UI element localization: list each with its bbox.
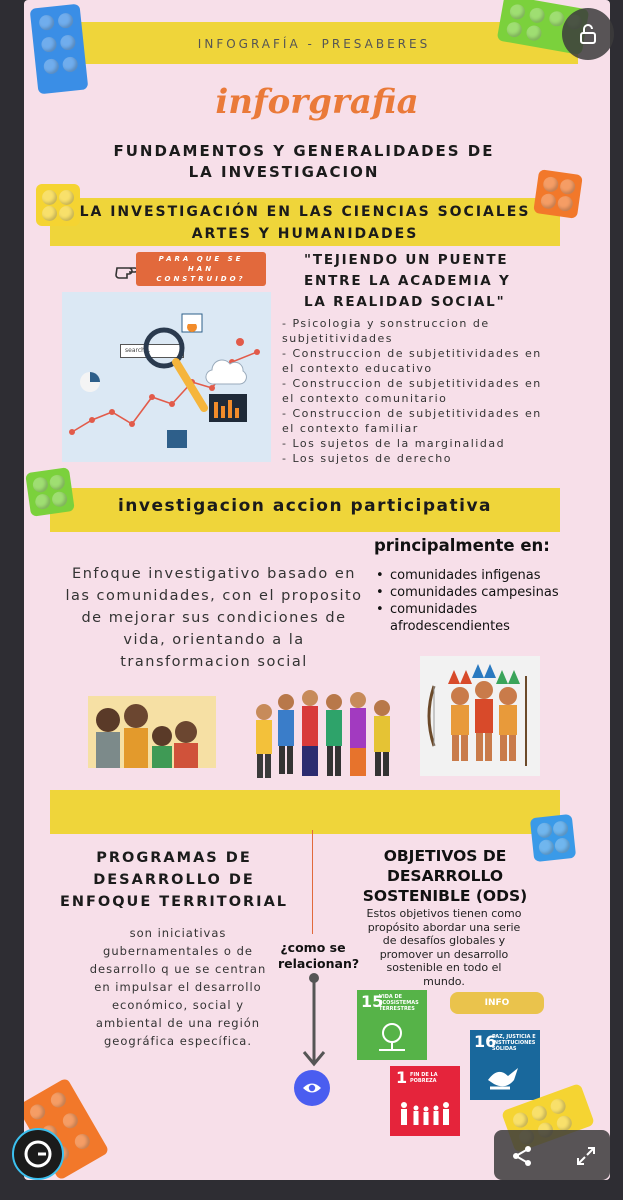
left-description: son iniciativas gubernamentales o de desarrollo q ue se centran en impulsar el desarrollo económico, social y ambiental de una región geográfica específica.: [89, 926, 267, 1048]
sdg16-number: 16: [474, 1032, 497, 1051]
script-title: inforgrafia: [215, 82, 419, 122]
relation-question: [278, 940, 360, 972]
campesinos-image: [244, 672, 404, 782]
dove-icon: [484, 1062, 524, 1098]
sdg15-tile: [357, 990, 427, 1060]
lego-blue-topleft: [30, 4, 89, 95]
main-title-line2: LA INVESTIGACION: [188, 163, 380, 181]
quote: [304, 250, 511, 313]
sdg1-number: 1: [396, 1068, 408, 1087]
genially-logo-icon: [23, 1139, 53, 1169]
left-title: [54, 847, 294, 913]
section1-list: [282, 316, 552, 466]
unlock-button[interactable]: [562, 8, 614, 60]
eye-icon: [302, 1081, 322, 1095]
afro-family-image: [88, 696, 216, 768]
list-item: - Los sujetos de la marginalidad: [282, 437, 506, 450]
lego-yellow-left: [36, 184, 80, 226]
principal-heading: principalmente en:: [374, 536, 550, 555]
header-label: INFOGRAFÍA - PRESABERES: [197, 37, 431, 51]
share-icon: [510, 1144, 534, 1168]
right-title-line2: DESARROLLO: [386, 867, 504, 885]
analytics-illustration: [62, 292, 271, 462]
fullscreen-button[interactable]: [574, 1144, 598, 1172]
search-bar-text: search...: [125, 347, 151, 354]
tree-icon: [375, 1022, 409, 1058]
list-item: - Los sujetos de derecho: [282, 452, 452, 465]
left-title-line3: ENFOQUE TERRITORIAL: [59, 894, 289, 910]
list-item: - Psicologia y sonstruccion de subjetitividades: [282, 317, 490, 345]
genially-logo-button[interactable]: [12, 1128, 64, 1180]
section1-banner-line1: LA INVESTIGACIÓN EN LAS CIENCIAS SOCIALES: [79, 204, 531, 220]
quote-line1: "TEJIENDO UN PUENTE: [304, 252, 509, 268]
section2-banner-text: investigacion accion participativa: [117, 496, 493, 516]
principal-item: • comunidades afrodescendientes: [376, 602, 510, 634]
fullscreen-expand-icon: [574, 1144, 598, 1168]
sdg1-title: FIN DE LA POBREZA: [410, 1072, 438, 1084]
right-title-line1: OBJETIVOS DE: [383, 847, 507, 865]
list-item: - Construccion de subjetitividades en el contexto familiar: [282, 407, 542, 435]
right-title-line3: SOSTENIBLE (ODS): [362, 887, 528, 905]
left-title-line2: DESARROLLO DE: [93, 872, 255, 888]
eye-button[interactable]: [294, 1070, 330, 1106]
purpose-tag-line1: PARA QUE SE: [158, 255, 244, 263]
family-icon: [398, 1100, 452, 1132]
right-title: [350, 846, 540, 906]
indigenous-image: [420, 656, 540, 776]
sdg16-tile: [470, 1030, 540, 1100]
left-title-line1: PROGRAMAS DE: [96, 850, 252, 866]
info-button[interactable]: INFO: [450, 992, 544, 1014]
arrow-down-icon: [302, 972, 326, 1072]
relation-question-line1: ¿como se: [280, 940, 346, 955]
sdg15-number: 15: [361, 992, 384, 1011]
relation-question-line2: relacionan?: [278, 956, 360, 971]
purpose-tag: [136, 252, 266, 286]
magnifier-icon: [142, 324, 212, 418]
principal-list: [376, 567, 566, 635]
lego-green-left: [25, 467, 75, 517]
list-item: - Construccion de subjetitividades en el contexto comunitario: [282, 377, 542, 405]
sdg15-title: VIDA DE ECOSISTEMAS TERRESTRES: [379, 994, 419, 1012]
list-item: - Construccion de subjetitividades en el contexto educativo: [282, 347, 542, 375]
section3-banner: [50, 790, 560, 834]
lego-orange-right: [533, 169, 583, 219]
main-title-line1: FUNDAMENTOS Y GENERALIDADES DE: [113, 142, 495, 160]
purpose-tag-line2: HAN: [187, 265, 215, 273]
quote-line3: LA REALIDAD SOCIAL": [304, 294, 506, 310]
sdg1-tile: [390, 1066, 460, 1136]
infographic-canvas: [24, 0, 610, 1180]
section1-banner-line2: ARTES Y HUMANIDADES: [191, 226, 419, 242]
section2-description: Enfoque investigativo basado en las comunidades, con el proposito de mejorar sus condiciones de vida, orientando a la transformacion social: [65, 566, 363, 670]
principal-item: • comunidades campesinas: [376, 585, 559, 600]
sdg16-title: PAZ, JUSTICIA E INSTITUCIONES SÓLIDAS: [492, 1034, 536, 1052]
unlock-hand-icon: [576, 22, 600, 46]
purpose-tag-line3: CONSTRUIDO?: [156, 275, 246, 283]
vertical-divider: [312, 830, 313, 934]
share-button[interactable]: [510, 1144, 534, 1172]
quote-line2: ENTRE LA ACADEMIA Y: [304, 273, 511, 289]
principal-item: • comunidades infigenas: [376, 568, 541, 583]
right-description: Estos objetivos tienen como propósito abordar una serie de desafíos globales y promover un desarrollo sostenible en todo el mundo.: [366, 907, 522, 988]
lego-blue-right: [530, 814, 576, 862]
